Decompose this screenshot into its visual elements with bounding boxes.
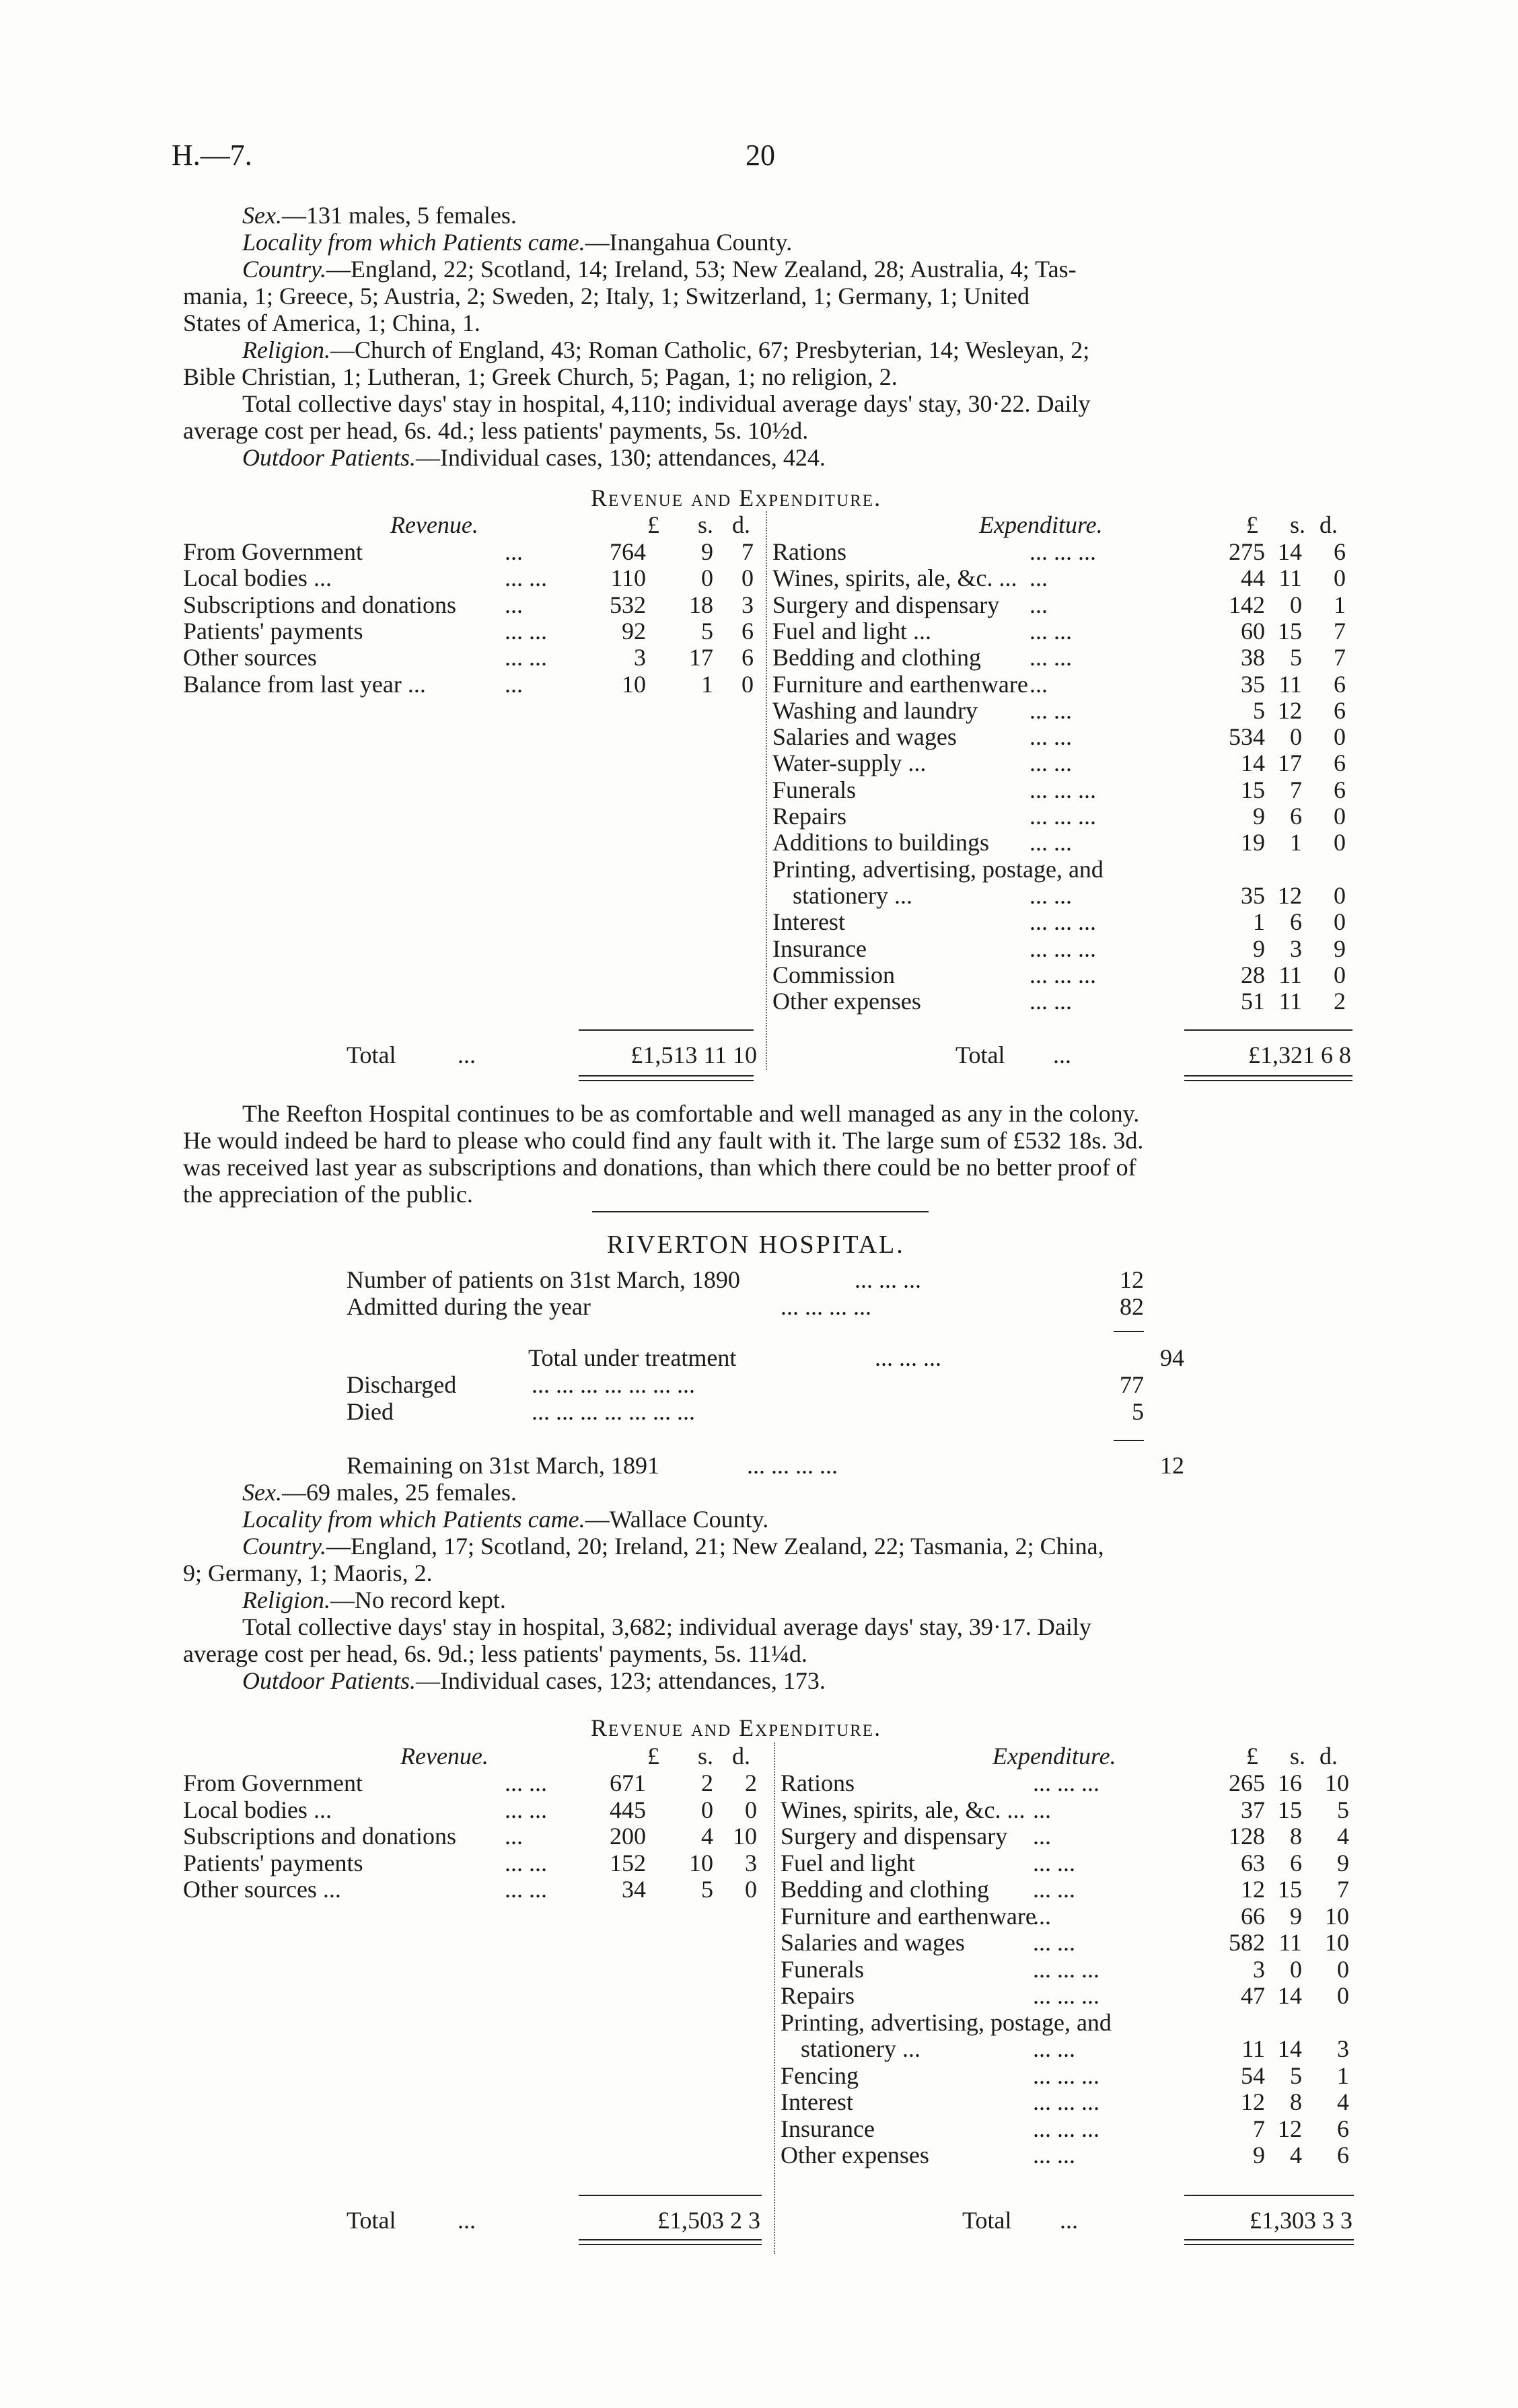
riverton-revenue-pounds: 152	[610, 1849, 646, 1876]
reefton-revenue-heading: Revenue.	[390, 511, 478, 538]
reefton-remarks-4: the appreciation of the public.	[183, 1181, 473, 1208]
riverton-expenditure-dots: ... ... ...	[1033, 2088, 1099, 2115]
riverton-expenditure-dots: ... ...	[1033, 1849, 1075, 1876]
reefton-expenditure-dots: ...	[1029, 591, 1048, 618]
riverton-stat-rule	[1114, 1331, 1144, 1332]
riverton-expenditure-label: Repairs	[781, 1982, 855, 2009]
riverton-expenditure-shillings: 14	[1278, 1982, 1302, 2009]
riverton-expenditure-pence: 4	[1337, 2088, 1349, 2115]
riverton-revenue-dots: ... ...	[505, 1876, 547, 1903]
reefton-expenditure-label: Fuel and light ...	[772, 617, 931, 645]
riverton-expenditure-shillings: 6	[1290, 1849, 1302, 1876]
reefton-expenditure-pounds: 35	[1241, 670, 1265, 698]
reefton-stay-2: average cost per head, 6s. 4d.; less patients' payments, 5s. 10½d.	[183, 417, 809, 444]
riverton-outdoor: Outdoor Patients.—Individual cases, 123; attendances, 173.	[242, 1667, 826, 1694]
reefton-revenue-label: Subscriptions and donations	[183, 591, 456, 618]
riverton-revenue-heading: Revenue.	[400, 1743, 489, 1769]
report-reference: H.—7.	[172, 139, 252, 172]
riverton-text	[183, 1479, 1350, 1694]
riverton-revenue-total-dots: ...	[458, 2207, 476, 2234]
riverton-expenditure-label: Funerals	[781, 1955, 864, 1983]
reefton-expenditure-pounds: 38	[1241, 644, 1265, 671]
riverton-expenditure-dots: ... ...	[1033, 2035, 1075, 2062]
riverton-revenue-label: Subscriptions and donations	[183, 1823, 456, 1850]
riverton-expenditure-pence: 9	[1337, 1849, 1349, 1876]
reefton-expenditure-label: Insurance	[772, 935, 867, 962]
riverton-expenditure-dots: ... ...	[1033, 1929, 1075, 1956]
reefton-revenue-pence: 6	[742, 644, 754, 671]
reefton-expenditure-pence: 0	[1334, 803, 1346, 830]
riverton-expenditure-pence: 5	[1337, 1796, 1349, 1823]
reefton-expenditure-pence: 6	[1334, 776, 1346, 803]
riverton-expenditure-sum-rule	[1184, 2195, 1354, 2196]
riverton-died-label: Died	[347, 1398, 394, 1425]
reefton-expenditure-sum-rule	[1184, 1029, 1352, 1031]
reefton-column-divider	[766, 511, 767, 1070]
reefton-expenditure-dots: ... ...	[1029, 696, 1072, 724]
riverton-revenue-label: Other sources ...	[183, 1876, 341, 1903]
riverton-expenditure-pence: 3	[1337, 2035, 1349, 2062]
reefton-expenditure-shillings: 12	[1278, 881, 1302, 909]
riverton-expenditure-pounds: 63	[1241, 1849, 1265, 1876]
riverton-stay-2: average cost per head, 6s. 9d.; less patients' payments, 5s. 11¼d.	[183, 1640, 807, 1667]
riverton-expenditure-label: Furniture and earthenware	[781, 1902, 1036, 1930]
reefton-expenditure-dots: ... ...	[1029, 988, 1072, 1015]
riverton-stat-label: Admitted during the year	[347, 1293, 591, 1320]
riverton-expenditure-shillings: 9	[1290, 1902, 1302, 1930]
reefton-revenue-shillings: 9	[701, 538, 713, 565]
riverton-revenue-sum-rule	[579, 2195, 762, 2196]
reefton-expenditure-dots: ...	[1029, 670, 1048, 698]
reefton-expenditure-dots: ... ...	[1029, 829, 1072, 856]
reefton-expenditure-pence: 1	[1334, 591, 1346, 618]
riverton-expenditure-dots: ... ... ...	[1033, 1769, 1099, 1796]
reefton-revenue-label: Balance from last year ...	[183, 670, 426, 698]
reefton-expenditure-pounds: 9	[1253, 935, 1265, 962]
reefton-expenditure-heading: Expenditure.	[979, 511, 1103, 538]
reefton-revenue-shillings: 5	[701, 617, 713, 645]
reefton-revenue-pence: 0	[742, 670, 754, 698]
riverton-revenue-dots: ... ...	[505, 1849, 547, 1876]
reefton-expenditure-pence: 6	[1334, 538, 1346, 565]
riverton-expenditure-label: Surgery and dispensary	[781, 1823, 1008, 1850]
riverton-expenditure-shillings: 16	[1278, 1769, 1302, 1796]
reefton-expenditure-pounds: 9	[1253, 803, 1265, 830]
riverton-column-divider	[774, 1743, 775, 2254]
reefton-table-title: Revenue and Expenditure.	[591, 484, 882, 511]
riverton-expenditure-pounds: 7	[1253, 2115, 1265, 2142]
reefton-expenditure-pounds: 28	[1241, 961, 1265, 988]
page-number: 20	[746, 139, 775, 172]
reefton-expenditure-pounds: 275	[1229, 538, 1265, 565]
riverton-expenditure-dots: ... ... ...	[1033, 1982, 1099, 2009]
reefton-revenue-pounds: 10	[622, 670, 646, 698]
reefton-revenue-pence: 6	[742, 617, 754, 645]
riverton-revenue-dots: ...	[505, 1823, 523, 1850]
riverton-discharged-label: Discharged	[347, 1371, 457, 1398]
reefton-expenditure-pounds: 35	[1241, 881, 1265, 909]
reefton-expenditure-dots: ... ... ...	[1029, 538, 1096, 565]
reefton-expenditure-shillings: 5	[1290, 644, 1302, 671]
reefton-expenditure-total: £1,321 6 8	[1248, 1042, 1351, 1068]
riverton-remaining-label: Remaining on 31st March, 1891	[347, 1452, 659, 1479]
reefton-expenditure-total-rule	[1184, 1075, 1352, 1081]
riverton-discharged-value: 77	[1120, 1371, 1144, 1398]
reefton-revenue-total-dots: ...	[458, 1042, 476, 1068]
reefton-expenditure-pounds: 14	[1241, 750, 1265, 777]
riverton-revenue-shillings: 5	[701, 1876, 713, 1903]
reefton-expenditure-pence: 0	[1334, 564, 1346, 592]
riverton-expenditure-pounds: 12	[1241, 2088, 1265, 2115]
riverton-died-rule	[1114, 1440, 1144, 1441]
riverton-expenditure-pence: 7	[1337, 1876, 1349, 1903]
reefton-revenue-sum-rule	[579, 1029, 754, 1031]
reefton-expenditure-dots: ... ...	[1029, 881, 1072, 909]
riverton-sex: Sex.—69 males, 25 females.	[242, 1479, 517, 1506]
riverton-expenditure-label: stationery ...	[801, 2035, 920, 2062]
riverton-expenditure-pence: 0	[1337, 1955, 1349, 1983]
reefton-expenditure-label: Printing, advertising, postage, and	[772, 855, 1104, 883]
reefton-revenue-pounds: 110	[610, 564, 646, 592]
riverton-expenditure-pounds: 265	[1229, 1769, 1265, 1796]
reefton-expenditure-shillings: 6	[1290, 908, 1302, 936]
riverton-revenue-pence: 0	[745, 1876, 757, 1903]
riverton-expenditure-label: Insurance	[781, 2115, 875, 2142]
reefton-expenditure-pence: 0	[1334, 881, 1346, 909]
reefton-expenditure-label: Furniture and earthenware	[772, 670, 1028, 698]
riverton-revenue-label: Patients' payments	[183, 1849, 363, 1876]
riverton-expenditure-heading: Expenditure.	[992, 1743, 1116, 1769]
reefton-expenditure-pounds: 15	[1241, 776, 1265, 803]
reefton-expenditure-label: Water-supply ...	[772, 750, 927, 777]
riverton-locality: Locality from which Patients came.—Wallace County.	[242, 1506, 769, 1533]
reefton-expenditure-label: Salaries and wages	[772, 723, 957, 751]
riverton-expenditure-dots: ...	[1033, 1902, 1051, 1930]
reefton-revenue-total-rule	[579, 1075, 754, 1081]
riverton-expenditure-pounds: 9	[1253, 2142, 1265, 2168]
riverton-table-title: Revenue and Expenditure.	[591, 1714, 882, 1741]
reefton-expenditure-pounds: 5	[1253, 696, 1265, 724]
riverton-revenue-shillings: 2	[701, 1769, 713, 1796]
reefton-expenditure-pence: 0	[1334, 723, 1346, 751]
riverton-died-dots: ... ... ... ... ... ... ...	[532, 1398, 695, 1425]
reefton-expenditure-label: Additions to buildings	[772, 829, 990, 856]
riverton-expenditure-label: Bedding and clothing	[781, 1876, 989, 1903]
reefton-expenditure-pence: 9	[1334, 935, 1346, 962]
riverton-revenue-shillings: 4	[701, 1823, 713, 1850]
reefton-expenditure-label: Surgery and dispensary	[772, 591, 1000, 618]
reefton-expenditure-shillings: 1	[1290, 829, 1302, 856]
reefton-expenditure-pounds: 142	[1229, 591, 1265, 618]
reefton-expenditure-pence: 0	[1334, 961, 1346, 988]
riverton-revenue-shillings: 0	[701, 1796, 713, 1823]
reefton-religion-1: Religion.—Church of England, 43; Roman Catholic, 67; Presbyterian, 14; Wesleyan, 2;	[242, 336, 1090, 363]
reefton-stay-1: Total collective days' stay in hospital, 4,110; individual average days' stay, 30·22. Daily	[242, 390, 1091, 417]
reefton-expenditure-dots: ... ... ...	[1029, 961, 1096, 988]
riverton-expenditure-dots: ... ...	[1033, 2142, 1075, 2168]
reefton-expenditure-shillings: 6	[1290, 803, 1302, 830]
reefton-revenue-shillings: 1	[701, 670, 713, 698]
riverton-expenditure-dots: ... ... ...	[1033, 1955, 1099, 1983]
reefton-expenditure-total-label: Total	[955, 1042, 1005, 1068]
riverton-expenditure-label: Other expenses	[781, 2142, 929, 2168]
riverton-expenditure-shillings: 15	[1278, 1876, 1302, 1903]
riverton-under-treatment-dots: ... ... ...	[875, 1344, 941, 1371]
riverton-expenditure-pounds: 54	[1241, 2062, 1265, 2089]
riverton-expenditure-total-label: Total	[962, 2207, 1012, 2234]
reefton-expenditure-label: Interest	[772, 908, 845, 936]
reefton-expenditure-label: Repairs	[772, 803, 846, 830]
riverton-expenditure-shillings: 11	[1278, 1929, 1302, 1956]
reefton-expenditure-shillings: 11	[1278, 961, 1302, 988]
riverton-remaining-dots: ... ... ... ...	[747, 1452, 838, 1479]
reefton-revenue-shillings: 17	[689, 644, 713, 671]
reefton-expenditure-shillings: 11	[1278, 988, 1302, 1015]
reefton-revenue-dots: ...	[505, 670, 523, 698]
riverton-expenditure-shillings: 14	[1278, 2035, 1302, 2062]
riverton-revenue-label: From Government	[183, 1769, 363, 1796]
riverton-revenue-pence: 2	[745, 1769, 757, 1796]
riverton-expenditure-pence: 10	[1325, 1902, 1349, 1930]
riverton-revenue-dots: ... ...	[505, 1769, 547, 1796]
riverton-expenditure-shillings: 12	[1278, 2115, 1302, 2142]
riverton-expenditure-pounds: 47	[1241, 1982, 1265, 2009]
riverton-expenditure-label: Wines, spirits, ale, &c. ...	[781, 1796, 1025, 1823]
reefton-expenditure-shillings: 15	[1278, 617, 1302, 645]
reefton-country-1: Country.—England, 22; Scotland, 14; Ireland, 53; New Zealand, 28; Australia, 4; Tas-	[242, 256, 1077, 283]
riverton-stay-1: Total collective days' stay in hospital, 3,682; individual average days' stay, 39·17. Daily	[242, 1613, 1091, 1640]
reefton-revenue-dots: ... ...	[505, 617, 547, 645]
riverton-under-treatment-value: 94	[1160, 1344, 1184, 1371]
reefton-expenditure-pence: 7	[1334, 644, 1346, 671]
riverton-revenue-pence: 0	[745, 1796, 757, 1823]
reefton-outdoor: Outdoor Patients.—Individual cases, 130; attendances, 424.	[242, 444, 826, 471]
reefton-revenue-pounds: 764	[610, 538, 646, 565]
riverton-expenditure-label: Fencing	[781, 2062, 859, 2089]
riverton-expenditure-total-dots: ...	[1060, 2207, 1078, 2234]
riverton-revenue-total-rule	[579, 2239, 762, 2245]
reefton-expenditure-dots: ... ... ...	[1029, 908, 1096, 936]
reefton-expenditure-dots: ... ... ...	[1029, 803, 1096, 830]
reefton-revenue-label: Other sources	[183, 644, 317, 671]
riverton-expenditure-dots: ...	[1033, 1796, 1051, 1823]
reefton-expenditure-dots: ... ... ...	[1029, 935, 1096, 962]
reefton-expenditure-pence: 2	[1334, 988, 1346, 1015]
reefton-expenditure-pounds: 60	[1241, 617, 1265, 645]
riverton-expenditure-shillings: 8	[1290, 1823, 1302, 1850]
reefton-revenue-dots: ...	[505, 538, 523, 565]
riverton-expenditure-pounds: 11	[1241, 2035, 1265, 2062]
reefton-expenditure-pence: 7	[1334, 617, 1346, 645]
riverton-expenditure-pence: 1	[1337, 2062, 1349, 2089]
reefton-expenditure-dots: ... ...	[1029, 750, 1072, 777]
reefton-expenditure-pounds: 19	[1241, 829, 1265, 856]
riverton-expenditure-dots: ...	[1033, 1823, 1051, 1850]
reefton-revenue-pounds: 3	[634, 644, 646, 671]
reefton-remarks	[183, 1100, 1350, 1208]
reefton-expenditure-pounds: 534	[1229, 723, 1265, 751]
riverton-expenditure-pence: 10	[1325, 1769, 1349, 1796]
riverton-expenditure-label: Fuel and light	[781, 1849, 915, 1876]
riverton-expenditure-label: Printing, advertising, postage, and	[781, 2008, 1112, 2036]
reefton-expenditure-shillings: 0	[1290, 723, 1302, 751]
riverton-revenue-pounds: 34	[622, 1876, 646, 1903]
riverton-expenditure-pence: 6	[1337, 2115, 1349, 2142]
reefton-revenue-dots: ... ...	[505, 564, 547, 592]
reefton-expenditure-pence: 0	[1334, 829, 1346, 856]
riverton-revenue-label: Local bodies ...	[183, 1796, 332, 1823]
reefton-expenditure-pence: 6	[1334, 750, 1346, 777]
reefton-expenditure-pence: 6	[1334, 670, 1346, 698]
reefton-expenditure-label: Rations	[772, 538, 847, 565]
riverton-expenditure-shillings: 0	[1290, 1955, 1302, 1983]
riverton-country-1: Country.—England, 17; Scotland, 20; Ireland, 21; New Zealand, 22; Tasmania, 2; China,	[242, 1533, 1104, 1560]
reefton-revenue-label: From Government	[183, 538, 363, 565]
reefton-revenue-pence: 0	[742, 564, 754, 592]
riverton-stat-dots: ... ... ... ...	[781, 1293, 871, 1320]
reefton-expenditure-pounds: 1	[1253, 908, 1265, 936]
reefton-expenditure-label: Funerals	[772, 776, 856, 803]
riverton-expenditure-pence: 0	[1337, 1982, 1349, 2009]
reefton-expenditure-shillings: 14	[1278, 538, 1302, 565]
riverton-revenue-pounds: 200	[610, 1823, 646, 1850]
riverton-expenditure-shillings: 15	[1278, 1796, 1302, 1823]
riverton-expenditure-dots: ... ... ...	[1033, 2062, 1099, 2089]
reefton-expenditure-shillings: 12	[1278, 696, 1302, 724]
riverton-revenue-total: £1,503 2 3	[657, 2207, 760, 2234]
riverton-revenue-total-label: Total	[347, 2207, 396, 2234]
riverton-revenue-pounds: 445	[610, 1796, 646, 1823]
riverton-religion: Religion.—No record kept.	[242, 1586, 506, 1613]
riverton-stat-value: 12	[1120, 1266, 1144, 1293]
reefton-religion-2: Bible Christian, 1; Lutheran, 1; Greek Church, 5; Pagan, 1; no religion, 2.	[183, 363, 898, 390]
riverton-revenue-pence: 10	[733, 1823, 757, 1850]
riverton-expenditure-total-rule	[1184, 2239, 1354, 2245]
riverton-expenditure-label: Salaries and wages	[781, 1929, 965, 1956]
reefton-expenditure-shillings: 0	[1290, 591, 1302, 618]
reefton-expenditure-pence: 0	[1334, 908, 1346, 936]
reefton-text	[183, 202, 1350, 471]
reefton-revenue-pence: 3	[742, 591, 754, 618]
riverton-expenditure-pounds: 12	[1241, 1876, 1265, 1903]
riverton-stat-value: 82	[1120, 1293, 1144, 1320]
reefton-expenditure-shillings: 11	[1278, 670, 1302, 698]
riverton-expenditure-pence: 10	[1325, 1929, 1349, 1956]
riverton-expenditure-dots: ... ...	[1033, 1876, 1075, 1903]
riverton-remaining-value: 12	[1160, 1452, 1184, 1479]
riverton-revenue-pence: 3	[745, 1849, 757, 1876]
riverton-expenditure-total: £1,303 3 3	[1250, 2207, 1352, 2234]
reefton-expenditure-pence: 6	[1334, 696, 1346, 724]
riverton-expenditure-pence: 4	[1337, 1823, 1349, 1850]
riverton-expenditure-shillings: 8	[1290, 2088, 1302, 2115]
reefton-expenditure-dots: ... ...	[1029, 723, 1072, 751]
reefton-expenditure-label: Washing and laundry	[772, 696, 978, 724]
riverton-country-2: 9; Germany, 1; Maoris, 2.	[183, 1560, 433, 1586]
reefton-expenditure-label: Commission	[772, 961, 896, 988]
reefton-expenditure-shillings: 17	[1278, 750, 1302, 777]
reefton-country-3: States of America, 1; China, 1.	[183, 309, 480, 336]
riverton-stat-label: Number of patients on 31st March, 1890	[347, 1266, 740, 1293]
reefton-revenue-shillings: 18	[689, 591, 713, 618]
reefton-remarks-2: He would indeed be hard to please who could find any fault with it. The large sum of £532 18s. 3d.	[183, 1127, 1144, 1154]
reefton-expenditure-label: Bedding and clothing	[772, 644, 981, 671]
reefton-expenditure-shillings: 11	[1278, 564, 1302, 592]
riverton-revenue-pounds: 671	[610, 1769, 646, 1796]
riverton-revenue-shillings: 10	[689, 1849, 713, 1876]
reefton-revenue-total: £1,513 11 10	[630, 1042, 757, 1068]
reefton-revenue-dots: ...	[505, 591, 523, 618]
reefton-revenue-shillings: 0	[701, 564, 713, 592]
section-separator	[592, 1211, 929, 1212]
riverton-expenditure-shillings: 4	[1290, 2142, 1302, 2168]
reefton-revenue-dots: ... ...	[505, 644, 547, 671]
reefton-expenditure-label: Other expenses	[772, 988, 921, 1015]
riverton-expenditure-dots: ... ... ...	[1033, 2115, 1099, 2142]
reefton-revenue-pounds: 92	[622, 617, 646, 645]
riverton-expenditure-pounds: 128	[1229, 1823, 1265, 1850]
reefton-expenditure-label: stationery ...	[793, 881, 912, 909]
riverton-discharged-dots: ... ... ... ... ... ... ...	[532, 1371, 695, 1398]
reefton-expenditure-dots: ... ... ...	[1029, 776, 1096, 803]
riverton-expenditure-label: Interest	[781, 2088, 853, 2115]
reefton-expenditure-pounds: 44	[1241, 564, 1265, 592]
reefton-revenue-label: Patients' payments	[183, 617, 363, 645]
reefton-expenditure-shillings: 3	[1290, 935, 1302, 962]
reefton-expenditure-total-dots: ...	[1053, 1042, 1071, 1068]
riverton-title: RIVERTON HOSPITAL.	[607, 1231, 905, 1259]
reefton-remarks-3: was received last year as subscriptions and donations, than which there could be no better proof of	[183, 1154, 1136, 1181]
riverton-expenditure-pounds: 3	[1253, 1955, 1265, 1983]
riverton-revenue-dots: ... ...	[505, 1796, 547, 1823]
reefton-revenue-pounds: 532	[610, 591, 646, 618]
reefton-locality: Locality from which Patients came.—Inangahua County.	[242, 229, 793, 256]
riverton-expenditure-label: Rations	[781, 1769, 855, 1796]
reefton-revenue-pence: 7	[742, 538, 754, 565]
riverton-died-value: 5	[1132, 1398, 1144, 1425]
riverton-under-treatment-label: Total under treatment	[528, 1344, 737, 1371]
reefton-remarks-1: The Reefton Hospital continues to be as comfortable and well managed as any in the colony.	[242, 1100, 1140, 1127]
reefton-expenditure-dots: ... ...	[1029, 617, 1072, 645]
riverton-expenditure-pounds: 582	[1229, 1929, 1265, 1956]
riverton-expenditure-pounds: 66	[1241, 1902, 1265, 1930]
riverton-expenditure-pounds: 37	[1241, 1796, 1265, 1823]
reefton-expenditure-shillings: 7	[1290, 776, 1302, 803]
reefton-expenditure-label: Wines, spirits, ale, &c. ...	[772, 564, 1017, 592]
reefton-sex: Sex.—131 males, 5 females.	[242, 202, 517, 229]
reefton-expenditure-dots: ... ...	[1029, 644, 1072, 671]
reefton-revenue-total-label: Total	[347, 1042, 396, 1068]
reefton-expenditure-pounds: 51	[1241, 988, 1265, 1015]
riverton-expenditure-pence: 6	[1337, 2142, 1349, 2168]
reefton-country-2: mania, 1; Greece, 5; Austria, 2; Sweden, 2; Italy, 1; Switzerland, 1; Germany, 1; United	[183, 283, 1030, 309]
riverton-stat-dots: ... ... ...	[855, 1266, 921, 1293]
riverton-expenditure-shillings: 5	[1290, 2062, 1302, 2089]
reefton-expenditure-dots: ...	[1029, 564, 1048, 592]
reefton-revenue-label: Local bodies ...	[183, 564, 332, 592]
